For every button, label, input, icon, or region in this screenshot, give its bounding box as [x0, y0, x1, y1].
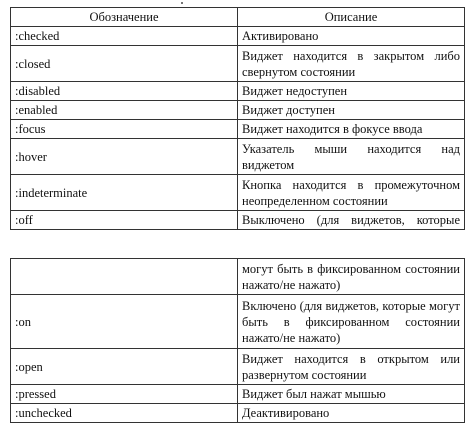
row-symbol: :hover — [11, 139, 238, 175]
table-header-row — [11, 8, 465, 27]
row-symbol: :pressed — [11, 385, 238, 404]
table-row — [11, 139, 465, 175]
table-row — [11, 46, 465, 82]
row-description: Выключено (для виджетов, которые — [238, 211, 465, 230]
table-row — [11, 404, 465, 423]
table-row — [11, 27, 465, 46]
row-symbol: :closed — [11, 46, 238, 82]
table-row — [11, 385, 465, 404]
header-symbol: Обозначение — [11, 8, 238, 27]
pseudo-states-table-part-2 — [10, 258, 465, 423]
row-symbol: :indeterminate — [11, 175, 238, 211]
table-row — [11, 211, 465, 230]
row-description: Указатель мыши находится над виджетом — [238, 139, 465, 175]
header-description: Описание — [238, 8, 465, 27]
row-description: Виджет находится в фокусе ввода — [238, 120, 465, 139]
scan-mark — [181, 2, 183, 4]
table-row — [11, 101, 465, 120]
row-symbol: :on — [11, 295, 238, 349]
row-description: Виджет находится в закрытом либо свернутом состоянии — [238, 46, 465, 82]
row-symbol — [11, 259, 238, 295]
row-symbol: :off — [11, 211, 238, 230]
row-symbol: :focus — [11, 120, 238, 139]
table-row — [11, 175, 465, 211]
pseudo-states-table-part-1 — [10, 7, 465, 230]
row-description: Кнопка находится в промежуточном неопределенном состоянии — [238, 175, 465, 211]
row-description: Виджет доступен — [238, 101, 465, 120]
row-symbol: :open — [11, 349, 238, 385]
table-row — [11, 120, 465, 139]
row-symbol: :disabled — [11, 82, 238, 101]
row-description: могут быть в фиксированном состоянии нажато/не нажато) — [238, 259, 465, 295]
row-description: Виджет был нажат мышью — [238, 385, 465, 404]
row-description: Активировано — [238, 27, 465, 46]
table-row — [11, 295, 465, 349]
row-description: Виджет находится в открытом или развернутом состоянии — [238, 349, 465, 385]
row-description: Деактивировано — [238, 404, 465, 423]
row-description: Включено (для виджетов, которые могут быть в фиксированном состоянии нажато/не нажато) — [238, 295, 465, 349]
table-row — [11, 82, 465, 101]
table-row — [11, 259, 465, 295]
row-symbol: :checked — [11, 27, 238, 46]
row-description: Виджет недоступен — [238, 82, 465, 101]
row-symbol: :enabled — [11, 101, 238, 120]
row-symbol: :unchecked — [11, 404, 238, 423]
table-row — [11, 349, 465, 385]
